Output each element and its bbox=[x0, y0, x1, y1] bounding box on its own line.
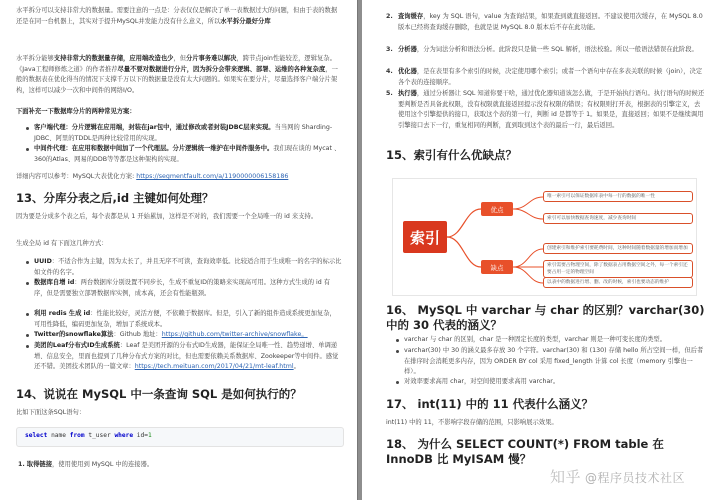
step-2: 2. 查询缓存，key 为 SQL 语句，value 为查询结果，如果查到就直接返回。不建议使用次缓存，在 MySQL 8.0 版本已经将查询缓存删除，也就是说 MySQL 8.0 版本后不存在此功能。 bbox=[386, 13, 703, 31]
detail-reference: 详细内容可以参考：MySQL大表优化方案: https://segmentfault.com/a/1190000006158186 bbox=[16, 173, 289, 180]
mindmap-node-cons: 缺点 bbox=[481, 260, 513, 274]
paragraph-split-tradeoffs: 水平拆分能够支持非常大的数据量存储，应用端改造也少，但分片事务难以解决，跨节点join性能较差，逻辑复杂。《Java工程师修炼之道》的作者推荐尽量不要对数据进行分片，因为拆分会带来逻辑、部署、运维的各种复杂度，一般的数据表在优化得当的情况下支撑千万以下的数据量是没有太大问题的。如果实在要分片，尽量选择客户端分片架构，这样可以减少一次和中间件的网络I/O。 bbox=[16, 55, 338, 94]
document-page-right bbox=[362, 0, 720, 500]
mindmap-node-pros: 优点 bbox=[481, 202, 513, 216]
paragraph-13b: 生成全局 id 有下面这几种方式： bbox=[16, 240, 108, 247]
mindmap-leaf-con-1: 创建索引和维护索引要耗费时间，这种时间随着数据量的增加而增加 bbox=[543, 243, 693, 254]
list-item-uuid: UUID：不适合作为主键，因为太长了，并且无序不可读，查询效率低。比较适合用于生成唯一的名字的标示比如文件的名字。 bbox=[34, 258, 342, 276]
list-item-db-autoincrement: 数据库自增 id：两台数据库分别设置不同步长，生成不重复ID的策略来实现高可用。这种方式生成的 id 有序，但是需要独立部署数据库实例，成本高，还会有性能瓶颈。 bbox=[34, 279, 331, 297]
index-pros-cons-mindmap bbox=[392, 178, 697, 296]
bullet-dot bbox=[26, 148, 29, 151]
step-1: 1. 取得链接，使用使用到 MySQL 中的连接器。 bbox=[18, 461, 154, 468]
mindmap-leaf-con-3: 以表中的数据进行增、删、改的时候，索引也要动态的维护 bbox=[543, 277, 693, 288]
schemes-title: 下面补充一下数据库分片的两种常见方案： bbox=[16, 108, 136, 115]
paragraph-14: 比如下面这条SQL语句： bbox=[16, 409, 86, 416]
bullet-dot bbox=[26, 261, 29, 264]
document-page-left bbox=[0, 0, 358, 500]
list-item-leaf: 美团的Leaf分布式ID生成系统：Leaf 是美团开源的分布式ID生成器，能保证全局唯一性、趋势递增、单调递增、信息安全，里面也提到了几种分布式方案的对比，但也需要依赖关系数据库、Zookeeper等中间件。感觉还不错。美团技术团队的一篇文章：https://tech.meituan.com/2017/04/21/mt-leaf.html。 bbox=[34, 342, 339, 370]
heading-15: 15、索引有什么优缺点？ bbox=[386, 148, 518, 162]
mindmap-root-index: 索引 bbox=[403, 221, 447, 253]
bullet-dot bbox=[26, 282, 29, 285]
heading-18: 18、 为什么 SELECT COUNT(*) FROM table 在 InnoDB 比 MyISAM 慢？ bbox=[386, 437, 664, 466]
bullet-dot bbox=[26, 127, 29, 130]
paragraph-horizontal-split: 水平拆分可以支持非常大的数据量。需要注意的一点是：分表仅仅是解决了单一表数据过大的问题，但由于表的数据还是在同一台机器上，其实对于提升MySQL并发能力没有什么意义，所以水平拆分最好分库 bbox=[16, 7, 338, 25]
list-item-snowflake: Twitter的snowflake算法：Github 地址：https://github.com/twitter-archive/snowflake。 bbox=[34, 331, 308, 338]
list-item-client-proxy: 客户端代理：分片逻辑在应用端，封装在jar包中，通过修改或者封装JDBC层来实现。当当网的 Sharding-JDBC、阿里的TDDL是两种比较常用的实现。 bbox=[34, 124, 333, 142]
bullet-dot bbox=[26, 313, 29, 316]
heading-17: 17、 int(11) 中的 11 代表什么涵义？ bbox=[386, 397, 594, 411]
paragraph-17: int(11) 中的 11，不影响字段存储的范围，只影响展示效果。 bbox=[386, 419, 558, 426]
mindmap-leaf-pro-1: 唯一索引可以保证数据库表中每一行的数据的唯一性 bbox=[543, 191, 693, 202]
step-3: 3. 分析器，分为词法分析和语法分析。此阶段只是做一些 SQL 解析，语法校验。所以一般语法错误在此阶段。 bbox=[386, 46, 698, 53]
heading-16: 16、 MySQL 中 varchar 与 char 的区别？varchar(30) 中的 30 代表的涵义？ bbox=[386, 303, 705, 332]
bullet-dot bbox=[396, 339, 399, 342]
heading-13: 13、分库分表之后,id 主键如何处理？ bbox=[16, 191, 214, 205]
bullet-dot bbox=[396, 381, 399, 384]
mindmap-leaf-con-2: 索引需要占物理空间，除了数据表占用数据空间之外，每一个索引还要占用一定的物理空间 bbox=[543, 260, 693, 278]
list-item-varchar-char: varchar 与 char 的区别，char 是一种固定长度的类型，varchar 则是一种可变长度的类型。 bbox=[404, 336, 666, 343]
list-item-redis: 利用 redis 生成 id：性能比较好，灵活方便，不依赖于数据库。但是，引入了新的组件造成系统更加复杂，可用性降低，编码更加复杂，增加了系统成本。 bbox=[34, 310, 336, 328]
reference-link[interactable]: https://segmentfault.com/a/1190000006158186 bbox=[136, 173, 289, 180]
list-item-efficiency: 对效率要求高用 char，对空间使用要求高用 varchar。 bbox=[404, 378, 560, 385]
step-4: 4. 优化器，是在表里有多个索引的时候，决定使用哪个索引；或者一个语句中存在多表关联的时候（join），决定各个表的连接顺序。 bbox=[386, 68, 703, 86]
mindmap-leaf-pro-2: 索引可以加快数据查询速度，减少查询时间 bbox=[543, 213, 693, 224]
snowflake-link[interactable]: https://github.com/twitter-archive/snowflake。 bbox=[161, 331, 308, 338]
heading-14: 14、说说在 MySQL 中一条查询 SQL 是如何执行的？ bbox=[16, 387, 302, 401]
bullet-dot bbox=[26, 345, 29, 348]
paragraph-13a: 因为要是分成多个表之后，每个表都是从 1 开始累加，这样是不对的，我们需要一个全局唯一的 id 来支持。 bbox=[16, 213, 318, 220]
meituan-leaf-link[interactable]: https://tech.meituan.com/2017/04/21/mt-leaf.html bbox=[134, 363, 294, 370]
bullet-dot bbox=[26, 334, 29, 337]
zhihu-watermark: 知乎 @程序员技术社区 bbox=[550, 468, 686, 486]
list-item-middleware-proxy: 中间件代理：在应用和数据中间加了一个代理层。分片逻辑统一维护在中间件服务中。我们现在谈的 Mycat 、360的Atlas、网易的DDB等等都是这种架构的实现。 bbox=[34, 145, 341, 163]
step-5: 5. 执行器，通过分析器让 SQL 知道你要干啥，通过优化器知道该怎么做，于是开始执行语句。执行语句的时候还要判断是否具备此权限，没有权限就直接返回提示没有权限的错误；有权限则打开表，根据表的引擎定义，去使用这个引擎提供的接口，获取这个表的第一行，判断 id 是都等于 1。如果是，直接返回；如果不是继续调用引擎接口去下一行，重复相同的判断，直到取到这个表的最后一行，最后返回。 bbox=[386, 90, 705, 129]
list-item-varchar-30: varchar(30) 中 30 的涵义最多存放 30 个字符。varchar(30) 和 (130) 存储 hello 所占空间一样，但后者在排序时会消耗更多内存，因为 ORDER BY col 采用 fixed_length 计算 col 长度（memory 引擎也一样）。 bbox=[404, 347, 704, 375]
sql-code-block: select name from t_user where id=1 bbox=[16, 427, 344, 447]
bullet-dot bbox=[396, 350, 399, 353]
